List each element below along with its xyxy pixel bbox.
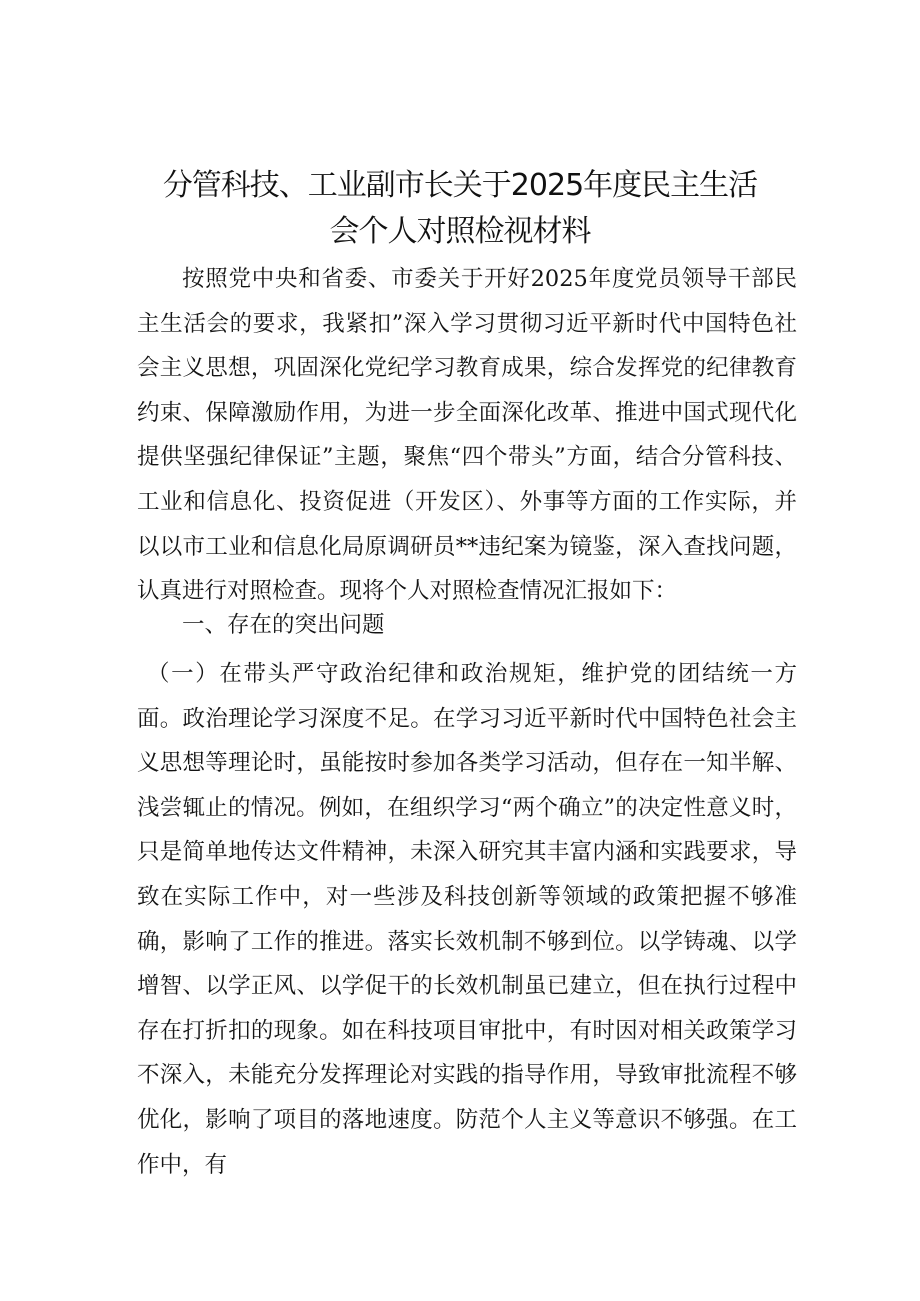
section-heading-1: 一、存在的突出问题 — [182, 612, 385, 638]
document-title-line-2: 会个人对照检视材料 — [329, 214, 591, 249]
subsection-1-text: 在带头严守政治纪律和政治规矩，维护党的团结统一方面。政治理论学习深度不足。在学习习近平新时代中国特色社会主义思想等理论时，虽能按时参加各类学习活动，但存在一知半解、浅尝辄止的情况。例如，在组织学习“两个确立”的决定性意义时，只是简单地传达文件精神，未深入研究其丰富内涵和实践要求，导致在实际工作中，对一些涉及科技创新等领域的政策把握不够准确，影响了工作的推进。落实长效机制不够到位。以学铸魂、以学增智、以学正风、以学促干的长效机制虽已建立，但在执行过程中存在打折扣的现象。如在科技项目审批中，有时因对相关政策学习不深入，未能充分发挥理论对实践的指导作用，导致审批流程不够优化，影响了项目的落地速度。防范个人主义等意识不够强。在工作中，有 — [137, 661, 797, 1178]
document-title-line-1: 分管科技、工业副市长关于2025年度民主生活 — [162, 168, 758, 203]
subsection-1-paragraph — [137, 652, 797, 1187]
subsection-1-label: （一） — [147, 661, 220, 687]
intro-paragraph: 按照党中央和省委、市委关于开好2025年度党员领导干部民主生活会的要求，我紧扣”深入学习贯彻习近平新时代中国特色社会主义思想，巩固深化党纪学习教育成果，综合发挥党的纪律教育约束、保障激励作用，为进一步全面深化改革、推进中国式现代化提供坚强纪律保证”主题，聚焦“四个带头”方面，结合分管科技、工业和信息化、投资促进（开发区）、外事等方面的工作实际，并以以市工业和信息化局原调研员**违纪案为镜鉴，深入查找问题，认真进行对照检查。现将个人对照检查情况汇报如下： — [137, 266, 797, 605]
